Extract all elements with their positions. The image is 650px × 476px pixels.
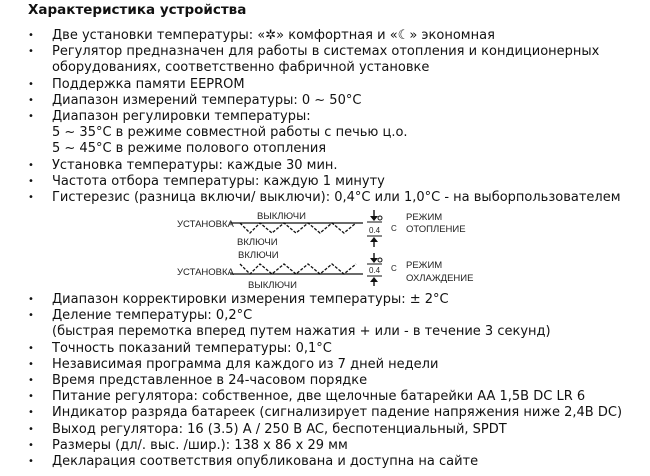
bullet: • [28,423,34,435]
list-item [0,373,650,389]
item-text: Гистерезис (разница включи/ выключи): 0,4°C или 1,0°C - на выборпользователем [52,190,621,206]
bullet: • [28,94,34,106]
heating-mode-label: ОТОПЛЕНИЕ [406,224,466,235]
bullet: • [28,30,34,41]
bullet: • [28,407,34,419]
list-item [0,292,650,308]
on-label: ВКЛЮЧИ [238,250,279,261]
item-text: Частота отбора температуры: каждую 1 минуту [52,173,385,189]
item-text: Установка температуры: каждые 30 мин. [52,157,338,173]
list-item [0,44,650,76]
bullet: • [28,342,34,354]
off-label: ВЫКЛЮЧИ [257,211,306,222]
bullet: • [28,375,34,387]
features-list-bottom [0,292,650,470]
item-text: Деление температуры: 0,2°C [52,308,253,324]
list-item [0,93,650,109]
list-item [0,109,650,158]
list-item [0,341,650,357]
bullet: • [28,439,34,451]
bullet: • [28,294,34,305]
features-list-top [0,28,650,206]
setpoint-label: УСТАНОВКА [177,219,234,230]
mode-label: РЕЖИМ [406,260,443,271]
item-text: Диапазон корректировки измерения температуры: ± 2°C [52,292,449,307]
hysteresis-value: 0.4 [369,266,381,275]
item-text: Независимая программа для каждого из 7 дней недели [52,356,439,372]
list-item [0,158,650,174]
item-text: Размеры (дл/. выс. /шир.): 138 x 86 x 29 мм [52,437,348,453]
item-text: (быстрая перемотка вперед путем нажатия + или - в течение 3 секунд) [52,324,551,340]
cooling-mode-label: ОХЛАЖДЕНИЕ [406,273,474,284]
list-item [0,28,650,44]
unit-label: C [391,264,397,273]
item-text: Питание регулятора: собственное, две щелочные батарейки AA 1,5B DC LR 6 [52,389,586,405]
mode-label: РЕЖИМ [406,212,443,223]
hysteresis-value: 0.4 [369,226,381,235]
heating-zigzag [240,223,356,233]
list-item [0,174,650,190]
list-item [0,357,650,373]
off-label: ВЫКЛЮЧИ [248,280,297,291]
hysteresis-diagram [160,200,500,292]
cooling-zigzag [240,264,356,274]
setpoint-label: УСТАНОВКА [177,267,234,278]
item-text: Поддержка памяти EEPROM [52,76,245,92]
sun-icon: ✲ [265,28,277,43]
bullet: • [28,46,34,58]
bullet: • [28,78,34,90]
item-text: Время представленное в 24-часовом порядке [52,373,368,389]
unit-label: C [391,224,397,233]
list-item [0,454,650,470]
item-text: Две установки температуры: « [52,28,266,43]
on-label: ВКЛЮЧИ [237,237,278,248]
list-item [0,422,650,438]
item-text: Диапазон регулировки температуры: [52,109,311,125]
bullet: • [28,192,34,204]
bullet: • [28,456,34,468]
bullet: • [28,175,34,187]
list-item [0,438,650,454]
bullet: • [28,391,34,403]
bullet: • [28,358,34,370]
list-item [0,405,650,421]
item-text: оборудованиях, соответственно фабричной установке [52,60,430,76]
item-text: » экономная [409,28,495,43]
list-item [0,77,650,93]
item-text: Точность показаний температуры: 0,1°C [52,340,332,356]
item-text: Регулятор предназначен для работы в системах отопления и кондиционерных [52,44,600,60]
list-item [0,308,650,340]
item-text: 5 ~ 45°C в режиме полового отопления [52,141,327,157]
item-text: » комфортная и « [276,28,398,43]
section-title: Характеристика устройства [28,2,247,18]
bullet: • [28,111,34,123]
item-text: Декларация соответствия опубликована и доступна на сайте [52,454,479,470]
item-text: 5 ~ 35°C в режиме совместной работы с печью ц.о. [52,125,408,141]
moon-icon: ☾ [397,28,410,43]
bullet: • [28,159,34,171]
list-item [0,389,650,405]
item-text: Индикатор разряда батареек (сигнализирует падение напряжения ниже 2,4B DC) [52,405,623,421]
item-text: Выход регулятора: 16 (3.5) A / 250 B AC, беспотенциальный, SPDT [52,421,507,437]
bullet: • [28,310,34,322]
item-text: Диапазон измерений температуры: 0 ~ 50°C [52,92,362,108]
